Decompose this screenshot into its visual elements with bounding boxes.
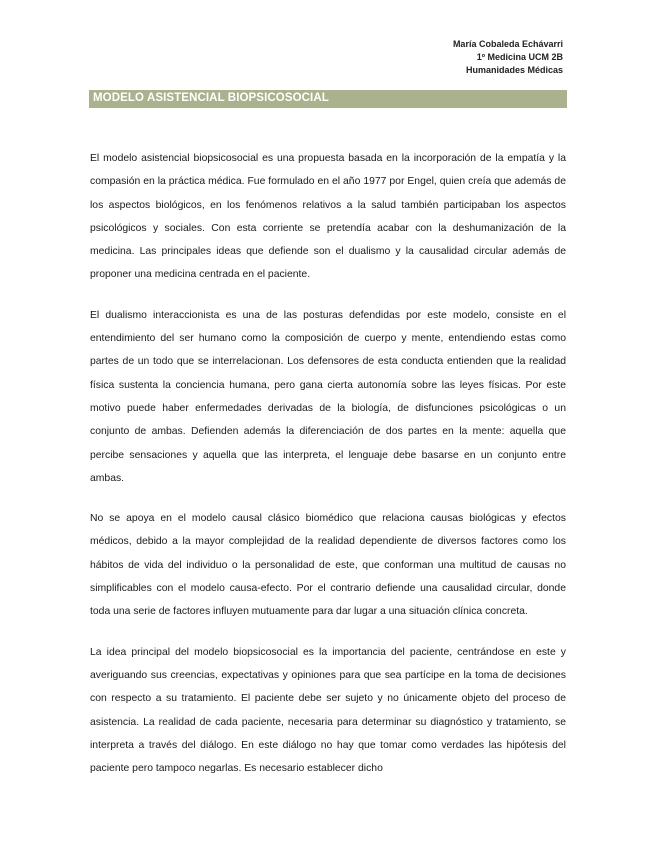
course-label: 1º Medicina UCM 2B bbox=[476, 52, 563, 62]
paragraph: No se apoya en el modelo causal clásico biomédico que relaciona causas biológicas y efectos médicos, debido a la mayor complejidad de la realidad dependiente de diversos factores como los hábitos de vida del individuo o la personalidad de este, que conforman una multitud de causas no simplificables con el modelo causa-efecto. Por el contrario defiende una causalidad circular, donde toda una serie de factores influyen mutuamente para dar lugar a una situación clínica concreta. bbox=[90, 513, 566, 618]
body-text bbox=[90, 147, 566, 780]
paragraph: El modelo asistencial biopsicosocial es una propuesta basada en la incorporación de la empatía y la compasión en la práctica médica. Fue formulado en el año 1977 por Engel, quien creía que además de los aspectos biológicos, en los fenómenos relativos a la salud también participaban los aspectos psicológicos y sociales. Con esta corriente se pretendía acabar con la deshumanización de la medicina. Las principales ideas que defiende son el dualismo y la causalidad circular además de proponer una medicina centrada en el paciente. bbox=[90, 153, 566, 281]
document-title: MODELO ASISTENCIAL BIOPSICOSOCIAL bbox=[93, 92, 329, 104]
paragraph: El dualismo interaccionista es una de las posturas defendidas por este modelo, consiste en el entendimiento del ser humano como la composición de cuerpo y mente, entendiendo estas como partes de un todo que se interrelacionan. Los defensores de esta conducta entienden que la realidad física sustenta la conciencia humana, pero gana cierta autonomía sobre las leyes físicas. Por este motivo puede haber enfermedades derivadas de la biología, de disfunciones psicológicas o un conjunto de ambas. Defienden además la diferenciación de dos partes en la mente: aquella que percibe sensaciones y aquella que las interpreta, el lenguaje debe basarse en un conjunto entre ambas. bbox=[90, 309, 566, 484]
author-header bbox=[453, 38, 563, 77]
author-name: María Cobaleda Echávarri bbox=[452, 39, 563, 49]
title-bar bbox=[89, 90, 567, 108]
subject-label: Humanidades Médicas bbox=[465, 65, 563, 75]
paragraph: La idea principal del modelo biopsicosocial es la importancia del paciente, centrándose en este y averiguando sus creencias, expectativas y opiniones para que sea partícipe en la toma de decisiones con respecto a su tratamiento. El paciente debe ser sujeto y no únicamente objeto del proceso de asistencia. La realidad de cada paciente, necesaria para determinar su diagnóstico y tratamiento, se interpreta a través del diálogo. En este diálogo no hay que tomar como verdades las hipótesis del paciente pero tampoco negarlas. Es necesario establecer dicho bbox=[90, 646, 566, 775]
